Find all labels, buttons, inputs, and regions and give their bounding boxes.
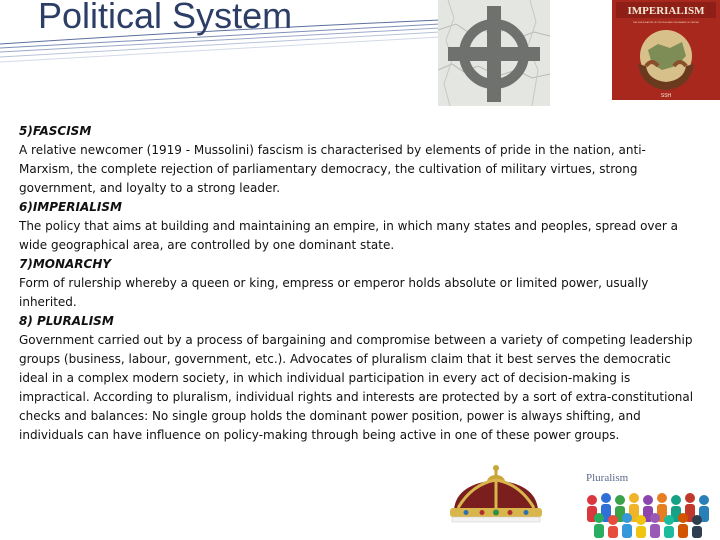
section-body-imperialism: The policy that aims at building and maintaining an empire, in which many states and peoples, spread over a wide geographical area, are controlled by one dominant state. xyxy=(19,219,679,252)
celtic-cross-image xyxy=(438,0,550,106)
imperialism-cover-mark: SSH xyxy=(660,93,672,99)
section-heading-imperialism: 6)IMPERIALISM xyxy=(19,200,122,214)
imperialism-cover-title: IMPERIALISM xyxy=(627,5,705,17)
imperialism-cover-strap: THE SUBJUGATION OF PEOPLES AND THE MEANS OF CAPITAL xyxy=(632,22,700,24)
section-heading-pluralism: 8) PLURALISM xyxy=(19,314,114,328)
section-body-pluralism: Government carried out by a process of bargaining and compromise between a variety of competing leadership groups (business, labour, government, etc.). Advocates of pluralism claim that it best serves the democratic ideal in a complex modern society, in which individual participation in every act of decision-making is impractical. According to pluralism, individual rights and interests are protected by a sort of extra-constitutional checks and balances: No single group holds the dominant power position, power is always shifting, and individuals can have influence on policy-making through being active in one of these power groups. xyxy=(19,333,694,442)
pluralism-image-label: Pluralism xyxy=(586,472,629,484)
section-heading-fascism: 5)FASCISM xyxy=(19,124,92,138)
slide-body xyxy=(19,122,697,445)
crown-image xyxy=(432,462,560,526)
imperialism-cover-image xyxy=(612,0,720,100)
pluralism-image xyxy=(576,466,720,540)
section-body-fascism: A relative newcomer (1919 - Mussolini) fascism is characterised by elements of pride in the nation, anti-Marxism, the complete rejection of parliamentary democracy, the cultivation of military virtues, strong government, and loyalty to a strong leader. xyxy=(19,143,646,195)
section-heading-monarchy: 7)MONARCHY xyxy=(19,257,112,271)
section-body-monarchy: Form of rulership whereby a queen or king, empress or emperor holds absolute or limited power, usually inherited. xyxy=(19,276,649,309)
slide-title: Political System xyxy=(38,0,293,36)
